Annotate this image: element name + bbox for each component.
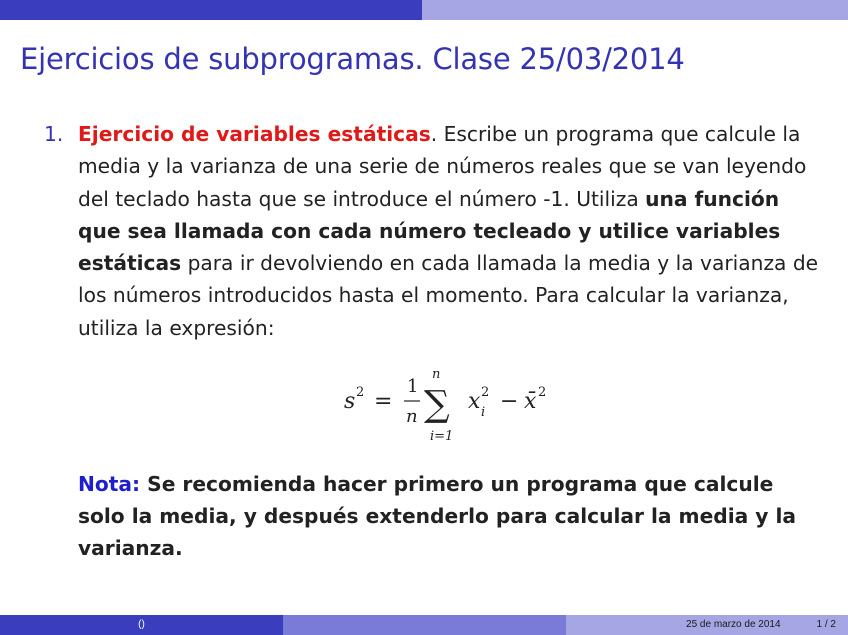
formula-term-exponent: 2 <box>481 385 490 400</box>
formula-fraction-numerator: 1 <box>407 376 419 397</box>
formula-term: x <box>468 389 481 414</box>
variance-formula <box>340 364 570 448</box>
note-block <box>78 468 818 564</box>
formula-term-subscript: i <box>481 405 486 420</box>
slide-title: Ejercicios de subprogramas. Clase 25/03/2014 <box>20 42 685 76</box>
footer-author: () <box>0 615 283 635</box>
footer-page-number: 1 / 2 <box>816 619 836 630</box>
exercise-item <box>44 118 824 344</box>
formula-sum-upper: n <box>432 367 441 382</box>
note-text: Se recomienda hacer primero un programa que calcule solo la media, y después extenderlo para calcular la media y la varianza. <box>78 472 797 560</box>
item-text-part-1: . Escribe un programa que calcule la media y la varianza de una serie de números reales que se van leyendo del teclado hasta que se introduce el número -1. Utiliza <box>78 122 807 211</box>
formula-sum-symbol: ∑ <box>424 384 450 425</box>
item-body <box>78 118 824 344</box>
formula-lhs: s <box>344 389 356 414</box>
formula-mean-exponent: 2 <box>538 385 547 400</box>
top-decoration-bar <box>0 0 848 20</box>
formula-svg <box>340 364 570 448</box>
formula-lhs-exponent: 2 <box>356 385 365 400</box>
formula-fraction-denominator: n <box>406 406 418 427</box>
formula-minus: − <box>500 389 519 414</box>
footer-right-segment <box>566 615 848 635</box>
item-text-part-2: para ir devolviendo en cada llamada la media y la varianza de los números introducidos hasta el momento. Para calcular la varianza, utiliza la expresión: <box>78 251 819 340</box>
footer-bar <box>0 615 848 635</box>
footer-date: 25 de marzo de 2014 <box>686 619 781 630</box>
formula-sum-lower: i=1 <box>430 429 454 444</box>
top-bar-dark-segment <box>0 0 422 20</box>
item-number: 1. <box>44 122 64 146</box>
top-bar-light-segment <box>422 0 848 20</box>
formula-mean: x̄ <box>524 389 537 414</box>
exercise-alert-title: Ejercicio de variables estáticas <box>78 122 431 146</box>
item-bold-text: una función que sea llamada con cada número tecleado y utilice variables estáticas <box>78 186 781 276</box>
footer-title-segment <box>283 615 566 635</box>
formula-equals: = <box>374 389 393 414</box>
note-label: Nota: <box>78 472 141 496</box>
